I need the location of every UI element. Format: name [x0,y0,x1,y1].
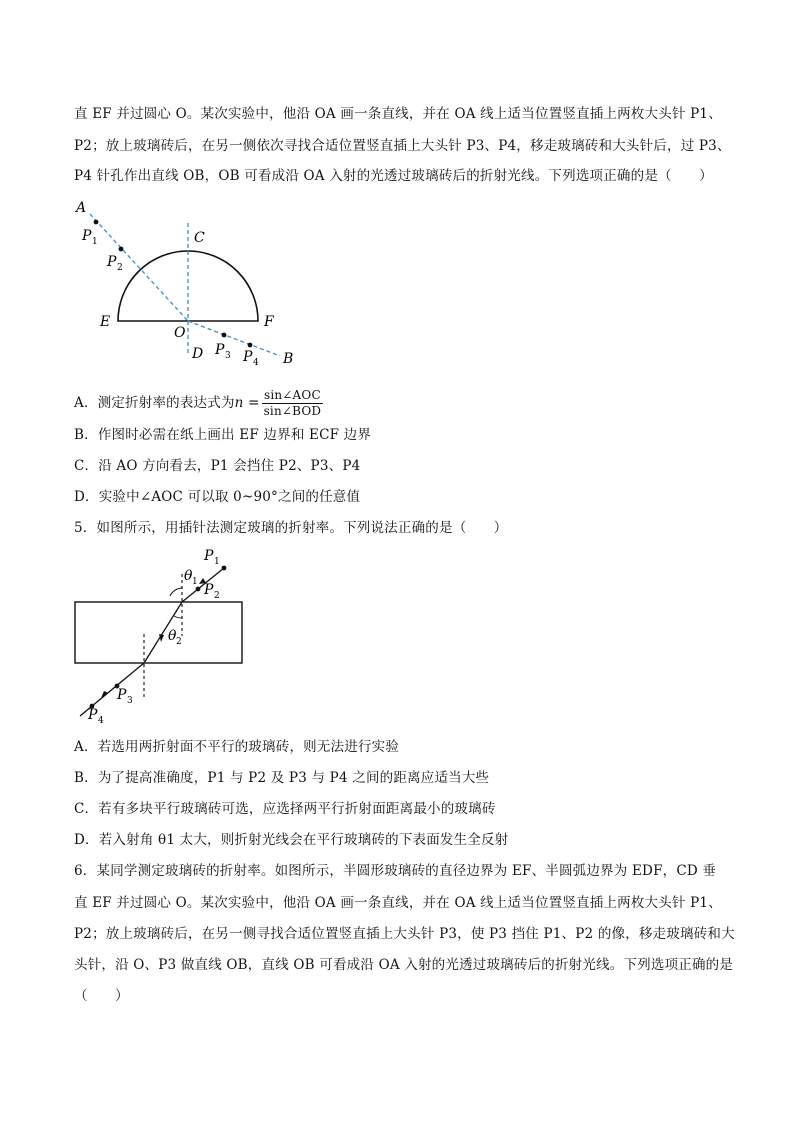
label-p2: P [107,254,117,270]
q5-option-d: D．若入射角 θ1 太大，则折射光线会在平行玻璃砖的下表面发生全反射 [74,832,509,848]
label-p1: P [204,548,214,564]
glass-block [75,602,242,663]
q5-stem: 5．如图所示，用插针法测定玻璃的折射率。下列说法正确的是（ ） [74,520,508,536]
q6-stem-line1: 6．某同学测定玻璃砖的折射率。如图所示，半圆形玻璃砖的直径边界为 EF、半圆弧边界为 EDF，CD 垂 [74,863,717,879]
q4-option-b: B．作图时必需在纸上画出 EF 边界和 ECF 边界 [74,427,372,443]
label-p1-sub: 1 [214,557,220,567]
q4-option-a-n: n = [234,395,260,411]
label-p1: P [82,228,92,244]
label-p1-sub: 1 [92,237,98,247]
label-o: O [174,325,186,341]
label-theta2-sub: 2 [176,637,182,647]
label-p3-sub: 3 [225,351,231,361]
q5-figure [70,544,260,726]
pin-p1 [222,566,227,571]
pin-p3 [222,333,227,338]
label-p3: P [215,342,225,358]
q4-option-c: C．沿 AO 方向看去，P1 会挡住 P2、P3、P4 [74,458,361,474]
label-a: A [76,200,87,216]
label-p2: P [204,582,214,598]
q4-option-a-text: A．测定折射率的表达式为 [74,395,235,411]
label-f: F [264,314,274,330]
q5-option-c: C．若有多块平行玻璃砖可选，应选择两平行折射面距离最小的玻璃砖 [74,801,496,817]
label-p3: P [117,687,127,703]
pin-p4 [248,343,253,348]
label-b: B [283,351,294,367]
label-p2-sub: 2 [214,591,220,601]
label-theta1: θ [184,568,193,584]
label-theta1-sub: 1 [192,577,198,587]
label-p4-sub: 4 [98,716,104,726]
q4-option-a [74,388,323,419]
q4-stem-line3: P4 针孔作出直线 OB，OB 可看成沿 OA 入射的光透过玻璃砖后的折射光线。下列选项正确的是（ ） [74,168,713,184]
fraction-denominator: sin∠BOD [263,404,322,418]
label-p3-sub: 3 [127,696,133,706]
q6-stem-line5: （ ） [74,988,129,1004]
label-p4: P [243,349,253,365]
pin-p1 [94,220,99,225]
label-p2-sub: 2 [117,263,123,273]
ray-ao-line [90,214,188,321]
q4-option-d: D．实验中∠AOC 可以取 0~90°之间的任意值 [74,489,361,505]
angle-theta1-arc [170,588,182,596]
q6-stem-line4: 头针，沿 O、P3 做直线 OB，直线 OB 可看成沿 OA 入射的光透过玻璃砖后的折射光线。下列选项正确的是 [74,957,734,973]
q4-figure [70,196,310,368]
label-p4: P [88,707,98,723]
pin-p2 [119,247,124,252]
q4-option-a-fraction [262,388,324,419]
label-theta2: θ [168,628,177,644]
label-d: D [192,346,204,362]
pin-p2 [196,587,201,592]
label-p4-sub: 4 [253,358,259,368]
q5-option-b: B．为了提高准确度，P1 与 P2 及 P3 与 P4 之间的距离应适当大些 [74,770,490,786]
label-c: C [194,230,205,246]
q4-stem-line2: P2；放上玻璃砖后，在另一侧依次寻找合适位置竖直插上大头针 P3、P4，移走玻璃砖和大头针后，过 P3、 [74,138,731,154]
fraction-numerator: sin∠AOC [262,388,324,404]
q6-stem-line2: 直 EF 并过圆心 O。某次实验中，他沿 OA 画一条直线，并在 OA 线上适当位置竖直插上两枚大头针 P1、 [74,895,722,911]
angle-theta2-arc [174,616,182,618]
q4-stem-line1: 直 EF 并过圆心 O。某次实验中，他沿 OA 画一条直线，并在 OA 线上适当位置竖直插上两枚大头针 P1、 [74,106,722,122]
q5-option-a: A．若选用两折射面不平行的玻璃砖，则无法进行实验 [74,739,400,755]
q6-stem-line3: P2；放上玻璃砖后，在另一侧寻找合适位置竖直插上大头针 P3，使 P3 挡住 P1、P2 的像，移走玻璃砖和大 [74,926,735,942]
label-e: E [100,314,111,330]
